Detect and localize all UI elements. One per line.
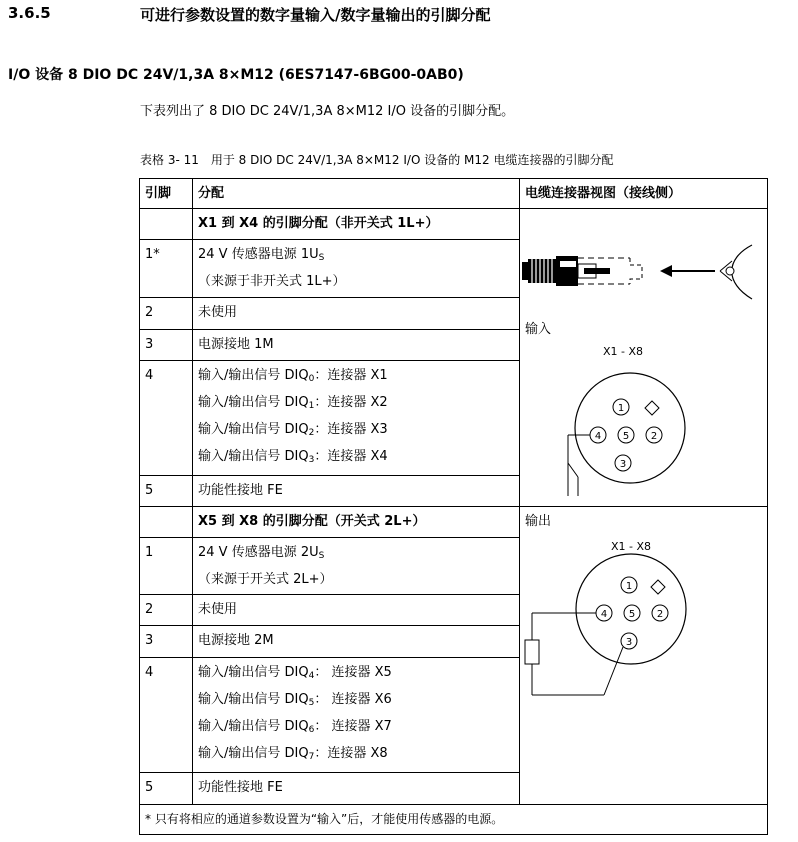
group2-row4-pin: 4 xyxy=(140,658,193,773)
input-connector-face xyxy=(575,373,685,483)
group2-row1-assignment: 24 V 传感器电源 $2U_S$ （来源于开关式 2L+） xyxy=(193,538,520,595)
svg-text:3: 3 xyxy=(625,637,633,648)
group1-row2-assignment: 未使用 xyxy=(193,298,520,330)
signal-line: 输入/输出信号 $DIQ_1$：连接器 X2 xyxy=(198,395,388,411)
signal-line: 输入/输出信号 $DIQ_6$： 连接器 X7 xyxy=(198,719,392,735)
signal-line: 输入/输出信号 $DIQ_7$：连接器 X8 xyxy=(198,746,388,762)
view-arrow-icon xyxy=(660,265,715,277)
svg-text:2: 2 xyxy=(656,609,664,620)
eye-icon xyxy=(720,245,752,299)
group2-pin-empty xyxy=(140,507,193,538)
group2-row4-assignment xyxy=(193,658,520,773)
svg-text:3: 3 xyxy=(619,459,627,470)
group1-row5-pin: 5 xyxy=(140,476,193,507)
group2-row3-assignment: 电源接地 2M xyxy=(193,626,520,658)
header-view: 电缆连接器视图（接线侧） xyxy=(520,179,768,209)
group2-title: X5 到 X8 的引脚分配（开关式 2L+） xyxy=(193,507,520,538)
cable-connector-icon xyxy=(522,256,642,286)
signal-line: 输入/输出信号 $DIQ_2$：连接器 X3 xyxy=(198,422,388,438)
svg-text:4: 4 xyxy=(600,609,608,620)
output-connector-diagram xyxy=(520,507,768,793)
group2-row1-pin: 1 xyxy=(140,538,193,595)
output-connector-label: X1 - X8 xyxy=(611,540,652,553)
group1-row3-assignment: 电源接地 1M xyxy=(193,330,520,361)
group2-row5-pin: 5 xyxy=(140,773,193,805)
group1-row1-pin: 1* xyxy=(140,240,193,298)
group1-title: X1 到 X4 的引脚分配（非开关式 1L+） xyxy=(193,209,520,240)
group2-row2-assignment: 未使用 xyxy=(193,595,520,626)
table-footnote: * 只有将相应的通道参数设置为“输入”后，才能使用传感器的电源。 xyxy=(140,805,768,835)
output-load-wiring xyxy=(525,613,623,695)
signal-line: 输入/输出信号 $DIQ_4$： 连接器 X5 xyxy=(198,665,392,681)
group1-row1-assignment: 24 V 传感器电源 $1U_S$ （来源于非开关式 1L+） xyxy=(193,240,520,298)
output-view-cell xyxy=(520,507,768,805)
group1-row3-pin: 3 xyxy=(140,330,193,361)
signal-line: 输入/输出信号 $DIQ_3$：连接器 X4 xyxy=(198,449,388,465)
group1-row2-pin: 2 xyxy=(140,298,193,330)
svg-text:4: 4 xyxy=(594,431,602,442)
signal-line: 输入/输出信号 $DIQ_5$： 连接器 X6 xyxy=(198,692,392,708)
input-connector-diagram xyxy=(520,209,768,496)
input-connector-label: X1 - X8 xyxy=(603,345,644,358)
group1-row5-assignment: 功能性接地 FE xyxy=(193,476,520,507)
group1-pin-empty xyxy=(140,209,193,240)
output-connector-face xyxy=(576,554,686,664)
svg-text:1: 1 xyxy=(625,581,633,592)
svg-text:5: 5 xyxy=(622,431,630,442)
group2-row3-pin: 3 xyxy=(140,626,193,658)
input-label: 输入 xyxy=(525,322,552,337)
input-wiring xyxy=(568,435,590,496)
svg-text:1: 1 xyxy=(617,403,625,414)
svg-text:5: 5 xyxy=(628,609,636,620)
input-view-cell xyxy=(520,209,768,507)
group2-row5-assignment: 功能性接地 FE xyxy=(193,773,520,805)
header-assignment: 分配 xyxy=(193,179,520,209)
intro-text: 下表列出了 8 DIO DC 24V/1,3A 8×M12 I/O 设备的引脚分配。 xyxy=(140,104,515,119)
group2-row2-pin: 2 xyxy=(140,595,193,626)
section-number: 3.6.5 xyxy=(8,4,51,22)
group1-row4-assignment xyxy=(193,361,520,476)
table-caption: 表格 3- 11 用于 8 DIO DC 24V/1,3A 8×M12 I/O 设备的 M12 电缆连接器的引脚分配 xyxy=(140,153,614,167)
header-pin: 引脚 xyxy=(140,179,193,209)
output-label: 输出 xyxy=(525,514,552,529)
pin-assignment-table xyxy=(139,178,768,835)
svg-text:2: 2 xyxy=(650,431,658,442)
subheading: I/O 设备 8 DIO DC 24V/1,3A 8×M12 (6ES7147-6BG00-0AB0) xyxy=(8,67,464,83)
section-title: 可进行参数设置的数字量输入/数字量输出的引脚分配 xyxy=(140,6,491,24)
signal-line: 输入/输出信号 $DIQ_0$：连接器 X1 xyxy=(198,368,388,384)
group1-row4-pin: 4 xyxy=(140,361,193,476)
